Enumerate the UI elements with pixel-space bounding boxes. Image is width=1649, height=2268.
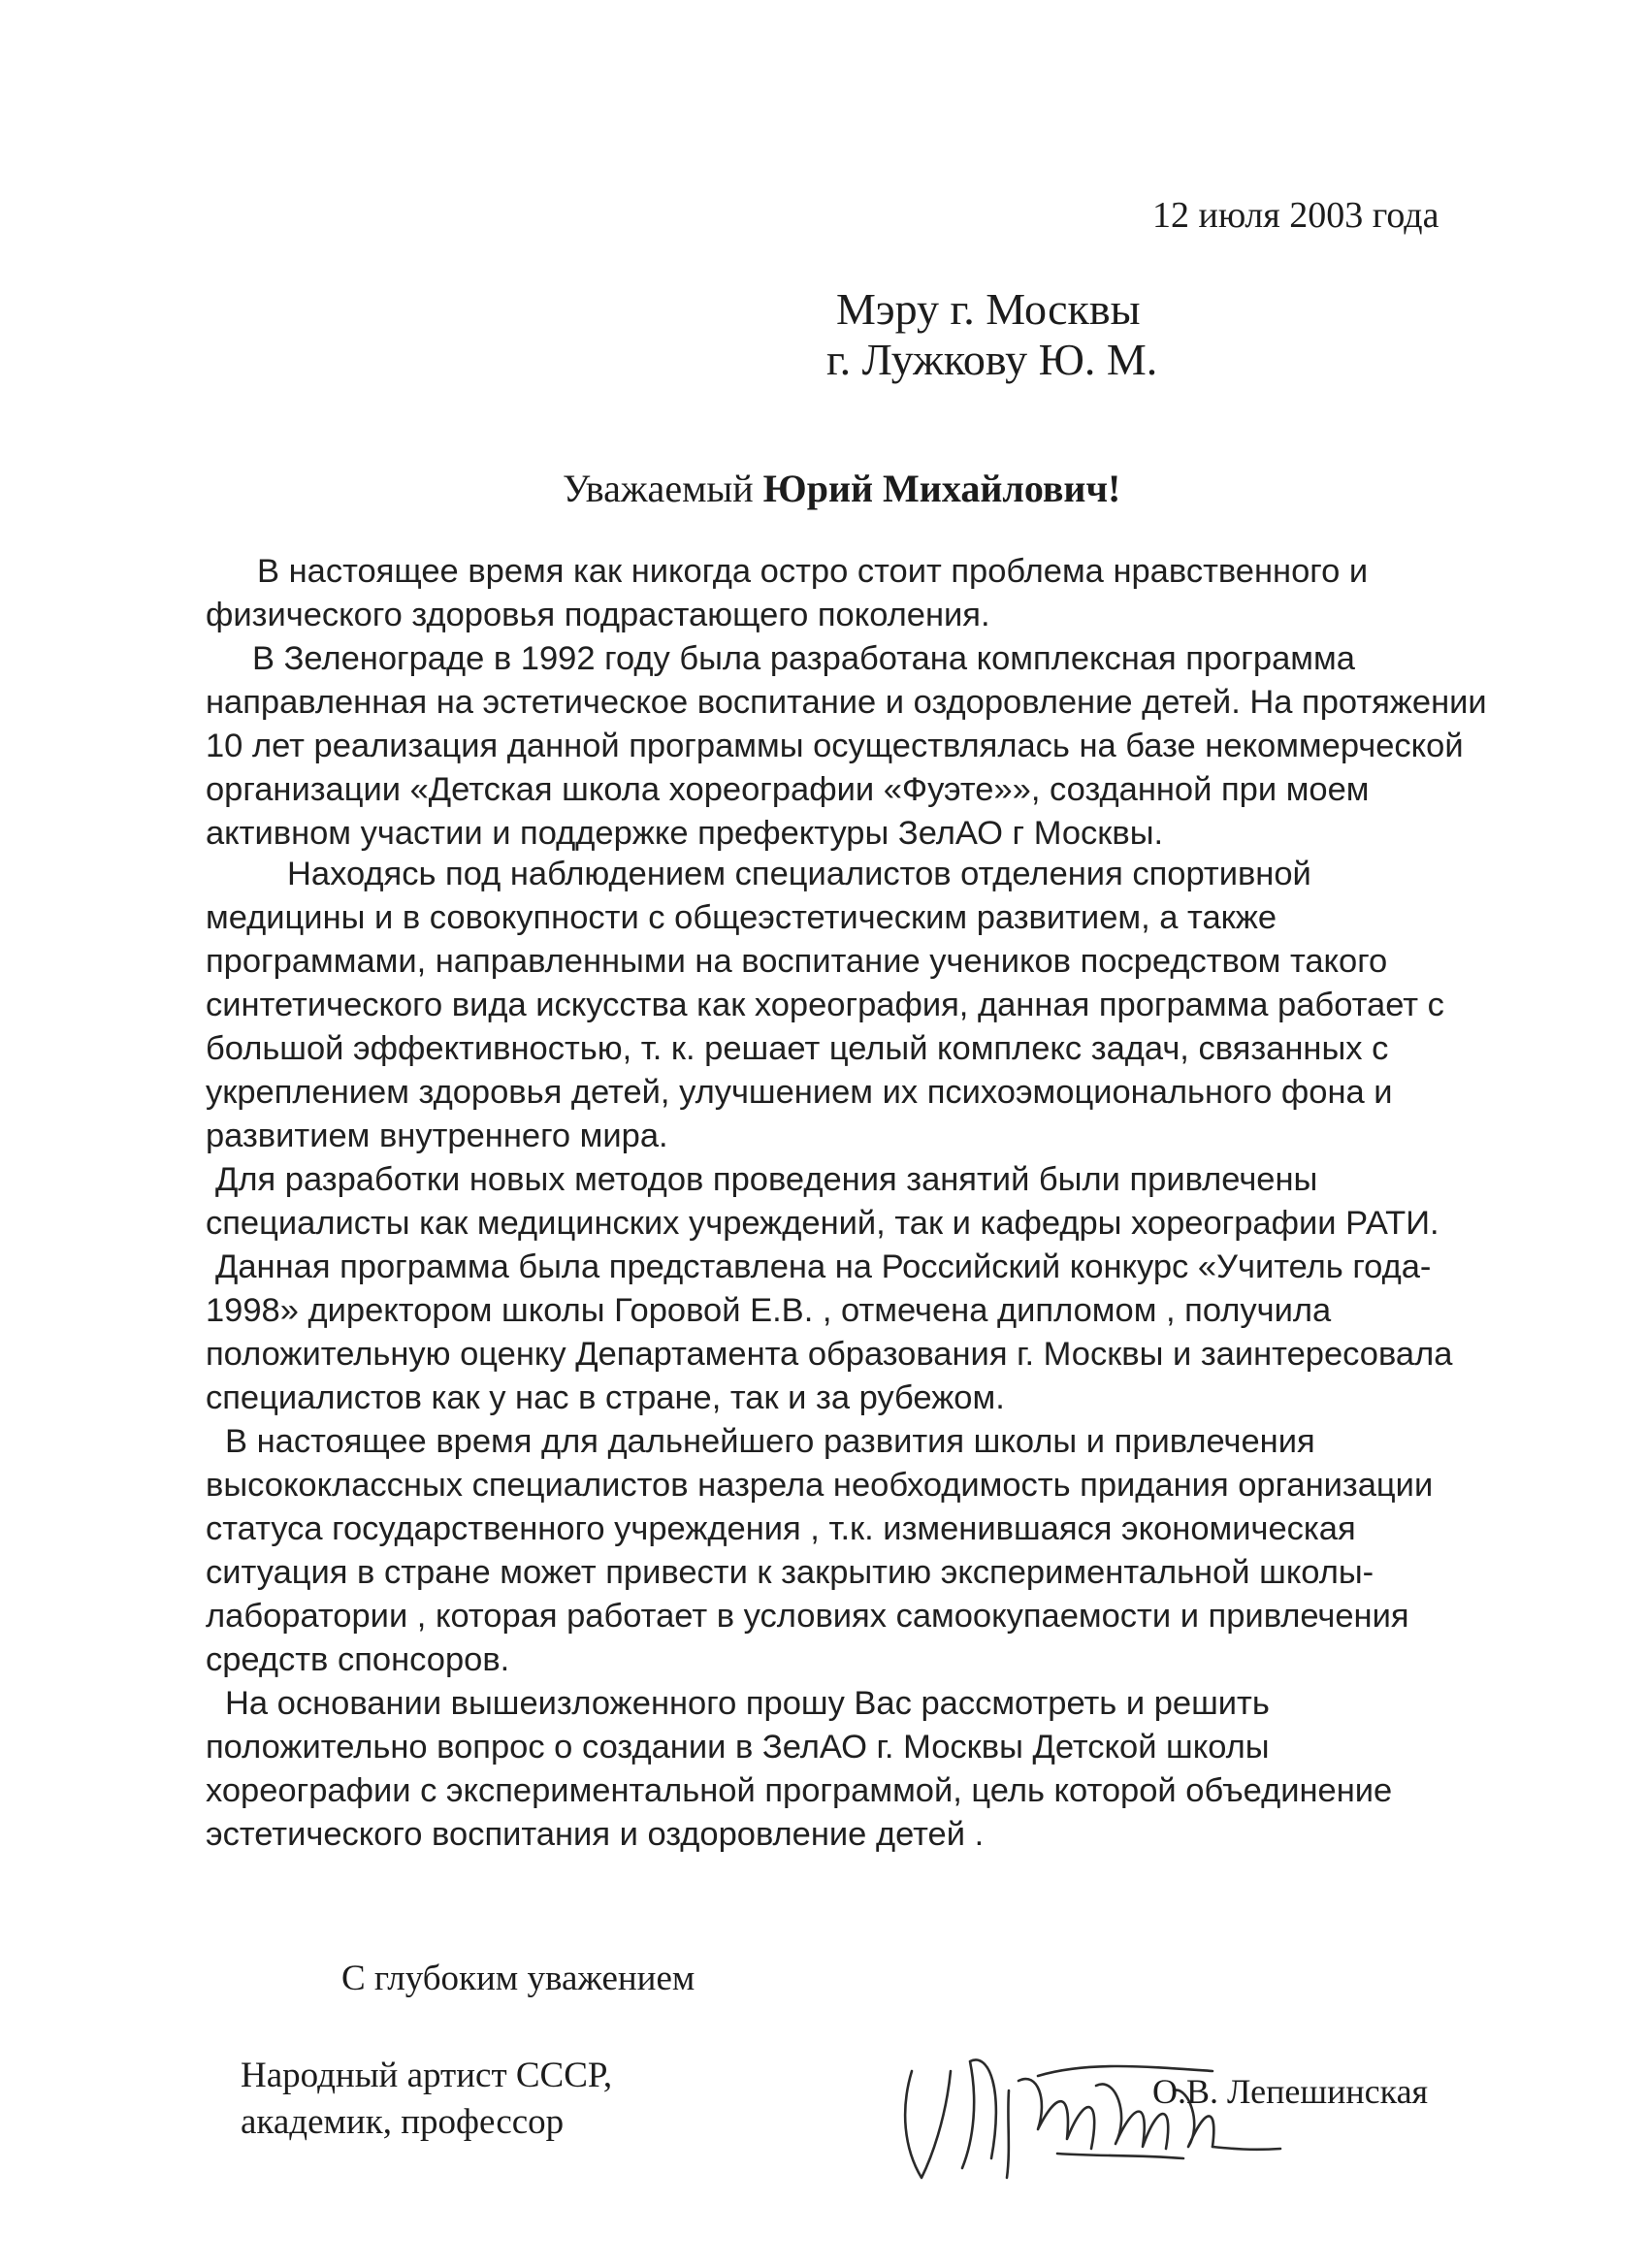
body-line: В настоящее время для дальнейшего развития школы и привлечения	[225, 1423, 1315, 1460]
body-line: Данная программа была представлена на Российский конкурс «Учитель года-	[215, 1248, 1432, 1285]
body-line: ситуация в стране может привести к закрытию экспериментальной школы-	[206, 1554, 1374, 1591]
body-line: высококлассных специалистов назрела необходимость придания организации	[206, 1467, 1434, 1504]
body-line: развитием внутреннего мира.	[206, 1118, 668, 1154]
closing-text: С глубоким уважением	[341, 1959, 695, 1998]
salutation-prefix: Уважаемый	[563, 467, 763, 510]
body-line: специалистов как у нас в стране, так и за рубежом.	[206, 1379, 1005, 1416]
body-line: специалисты как медицинских учреждений, так и кафедры хореографии РАТИ.	[206, 1205, 1439, 1242]
body-line: медицины и в совокупности с общеэстетическим развитием, а также	[206, 899, 1277, 936]
body-line: активном участии и поддержке префектуры ЗелАО г Москвы.	[206, 815, 1164, 852]
signer-title-line-2: академик, профессор	[241, 2102, 565, 2142]
body-line: направленная на эстетическое воспитание и оздоровление детей. На протяжении	[206, 684, 1487, 721]
body-line: На основании вышеизложенного прошу Вас рассмотреть и решить	[225, 1685, 1270, 1722]
body-line: эстетического воспитания и оздоровление детей .	[206, 1816, 985, 1853]
body-line: положительную оценку Департамента образования г. Москвы и заинтересовала	[206, 1336, 1453, 1373]
body-line: средств спонсоров.	[206, 1641, 510, 1678]
body-line: укреплением здоровья детей, улучшением их психоэмоционального фона и	[206, 1074, 1393, 1111]
body-line: организации «Детская школа хореографии «Фуэте»», созданной при моем	[206, 771, 1370, 808]
body-line: 1998» директором школы Горовой Е.В. , отмечена дипломом , получила	[206, 1292, 1332, 1329]
signer-title-line-1: Народный артист СССР,	[241, 2056, 613, 2095]
body-line: лаборатории , которая работает в условиях самоокупаемости и привлечения	[206, 1598, 1409, 1635]
signer-name: О.В. Лепешинская	[1152, 2072, 1429, 2111]
letter-date: 12 июля 2003 года	[1152, 195, 1439, 236]
body-line: положительно вопрос о создании в ЗелАО г. Москвы Детской школы	[206, 1729, 1270, 1766]
salutation	[563, 466, 1120, 511]
body-line: Находясь под наблюдением специалистов отделения спортивной	[287, 856, 1311, 892]
body-line: Для разработки новых методов проведения занятий были привлечены	[215, 1161, 1318, 1198]
body-line: синтетического вида искусства как хореография, данная программа работает с	[206, 987, 1444, 1023]
body-line: В настоящее время как никогда остро стоит проблема нравственного и	[257, 553, 1369, 590]
body-line: программами, направленными на воспитание учеников посредством такого	[206, 943, 1388, 980]
handwritten-signature	[892, 2032, 1300, 2197]
body-line: В Зеленограде в 1992 году была разработана комплексная программа	[252, 640, 1355, 677]
body-line: хореографии с экспериментальной программой, цель которой объединение	[206, 1772, 1393, 1809]
body-line: 10 лет реализация данной программы осуществлялась на базе некоммерческой	[206, 728, 1464, 764]
salutation-name: Юрий Михайлович!	[762, 467, 1121, 510]
body-line: статуса государственного учреждения , т.к. изменившаяся экономическая	[206, 1510, 1356, 1547]
body-line: большой эффективностью, т. к. решает целый комплекс задач, связанных с	[206, 1030, 1389, 1067]
recipient-line-1: Мэру г. Москвы	[836, 284, 1141, 334]
recipient-line-2: г. Лужкову Ю. М.	[826, 335, 1158, 384]
body-line: физического здоровья подрастающего поколения.	[206, 597, 990, 633]
